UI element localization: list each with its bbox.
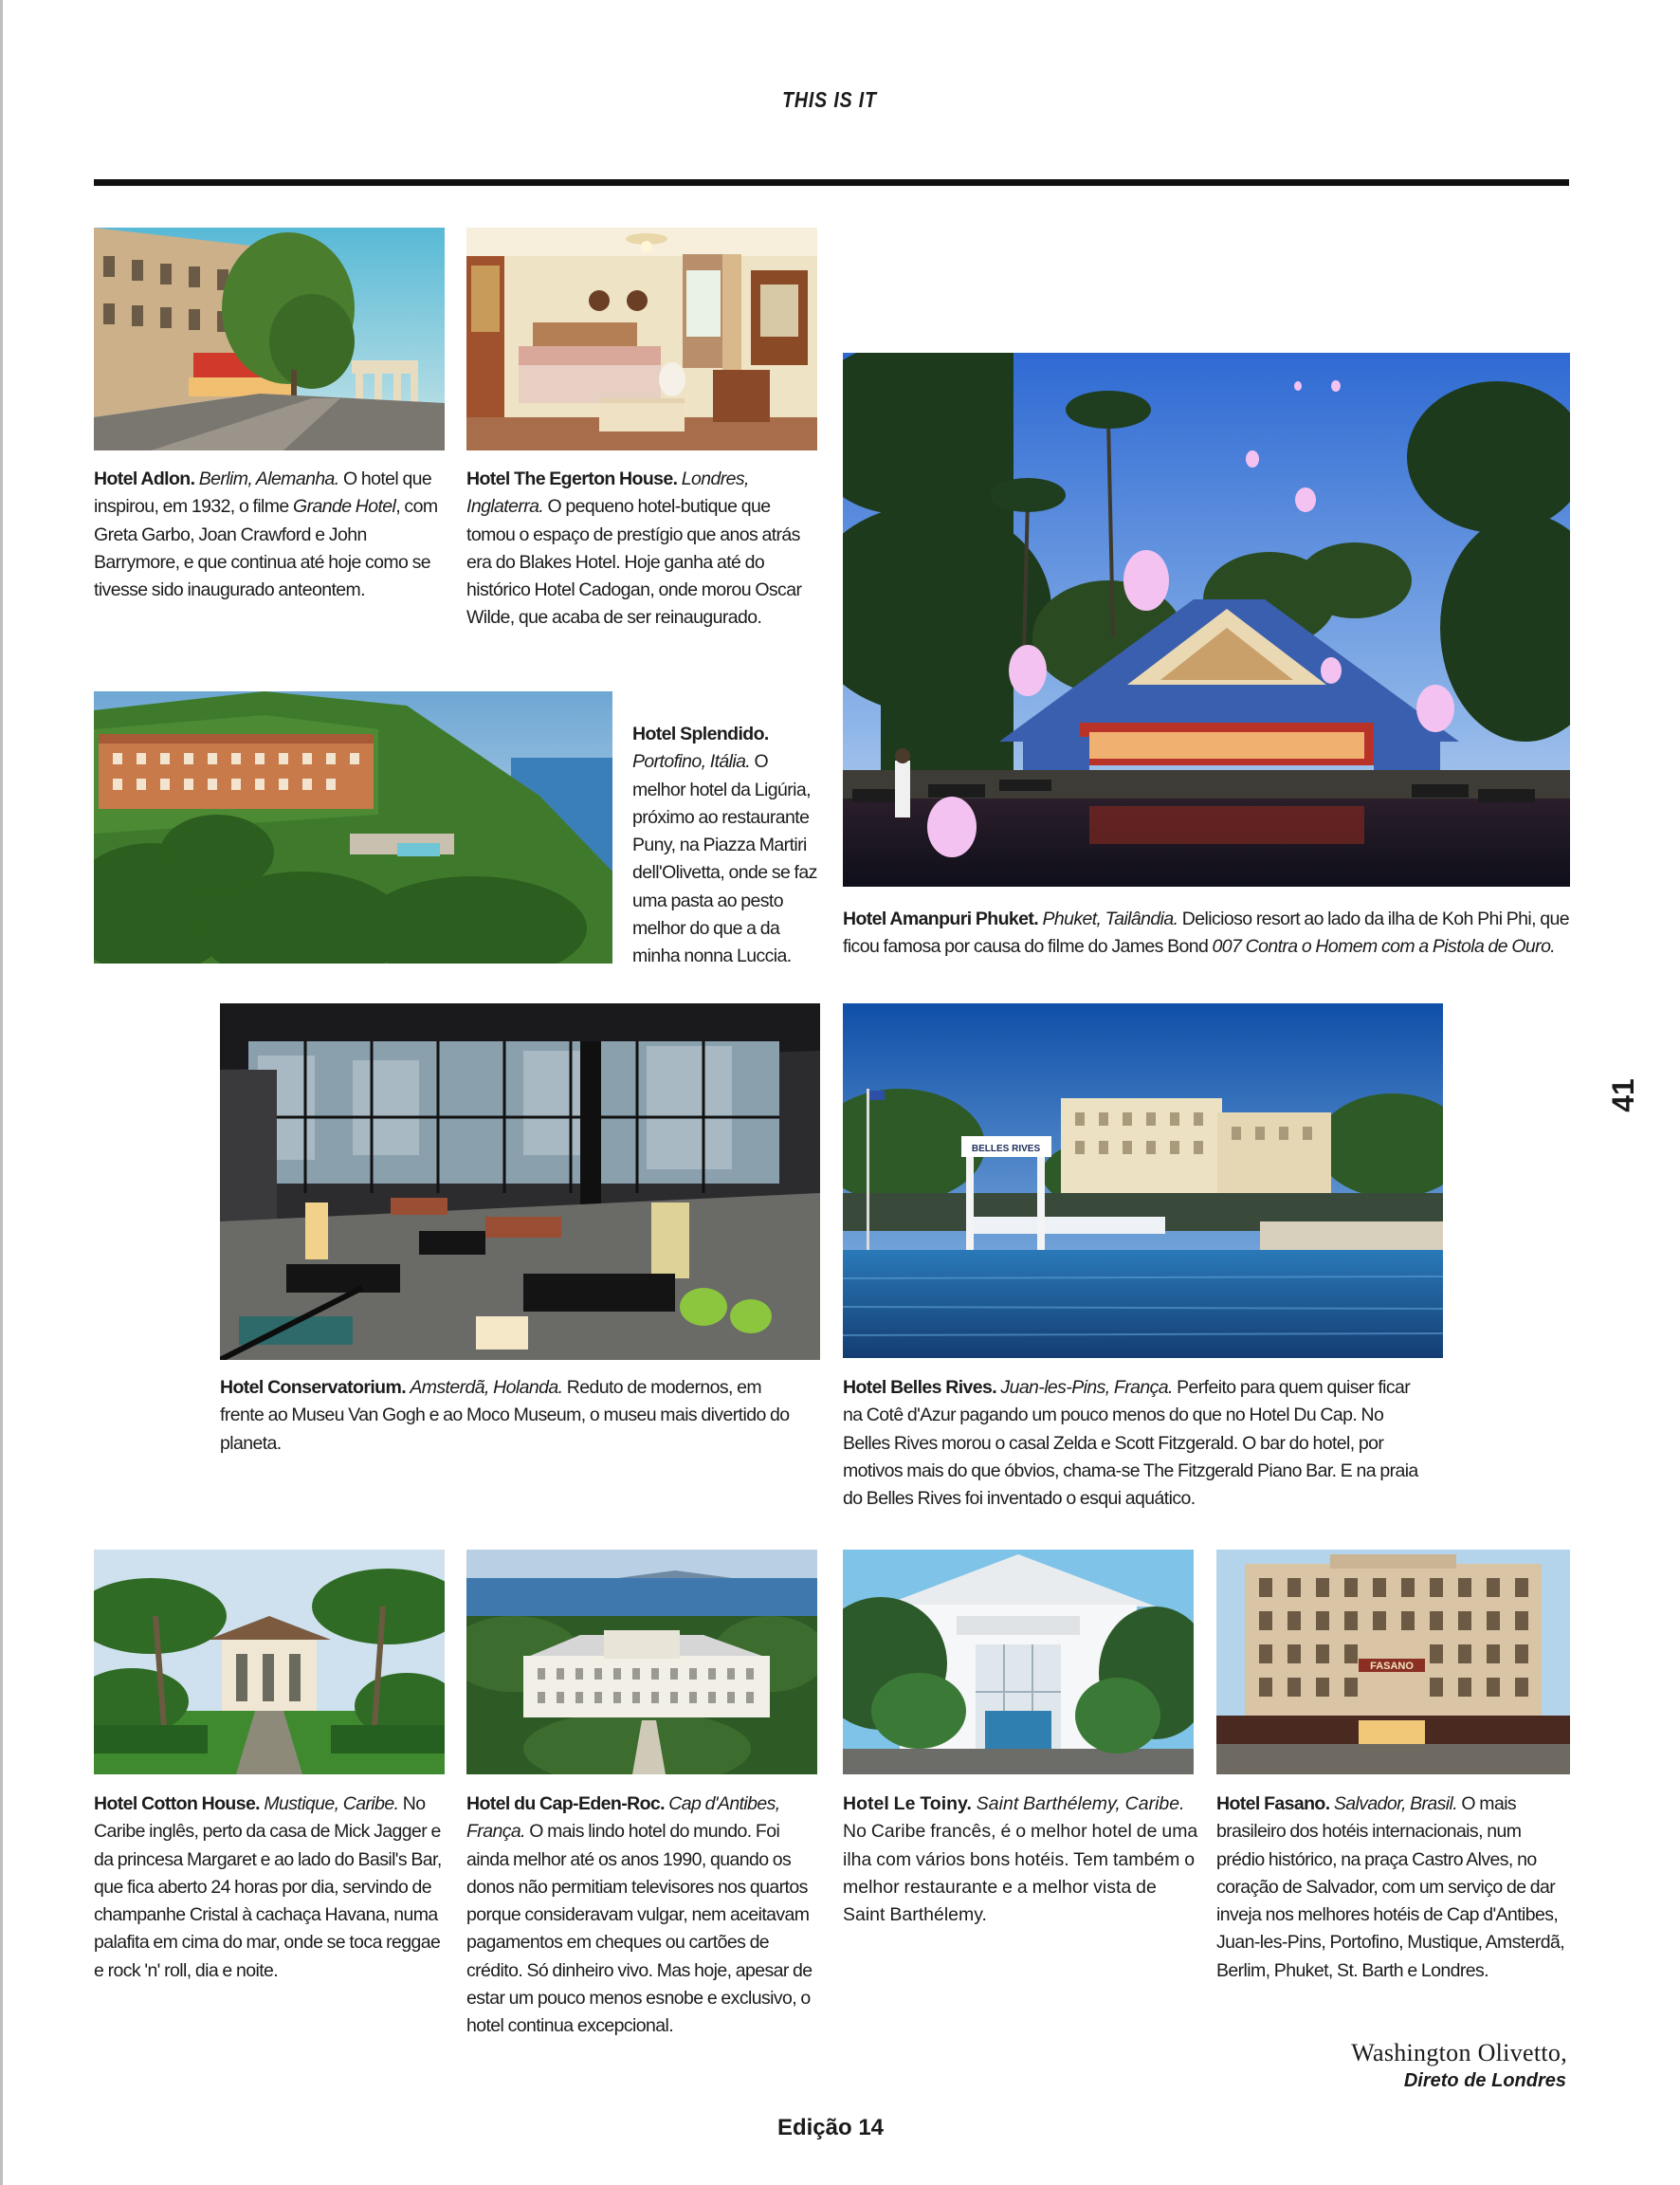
caption-hotel-conservatorium: Hotel Conservatorium. Amsterdã, Holanda. Reduto de modernos, em frente ao Museu Van Gogh e ao Moco Museum, o museu mais divertido do planeta. [220, 1377, 790, 1454]
caption-hotel-du-cap-eden-roc: Hotel du Cap-Eden-Roc. Cap d'Antibes, França. O mais lindo hotel do mundo. Foi ainda melhor até os anos 1990, quando os donos não permitiam televisores nos quartos porque consideravam vulgar, nem aceitavam pagamentos em cheques ou cartões de crédito. Só dinheiro vivo. Mas hoje, apesar de estar um pouco menos esnobe e exclusivo, o hotel continua excepcional. [466, 1793, 813, 2037]
photo-hotel-splendido [94, 691, 612, 964]
header-rule [94, 179, 1569, 186]
photo-hotel-fasano [1216, 1550, 1570, 1774]
edition-label: Edição 14 [776, 2115, 885, 2140]
section-title: THIS IS IT [782, 87, 877, 112]
caption-hotel-amanpuri-phuket: Hotel Amanpuri Phuket. Phuket, Tailândia. Delicioso resort ao lado da ilha de Koh Phi Phi, que ficou famosa por causa do filme do James Bond 007 Contra o Homem com a Pistola de Ouro. [843, 909, 1570, 958]
photo-hotel-egerton-house [466, 228, 817, 450]
photo-hotel-du-cap-eden-roc [466, 1550, 817, 1774]
caption-hotel-splendido: Hotel Splendido. Portofino, Itália. O melhor hotel da Ligúria, próximo ao restaurante Puny, na Piazza Martiri dell'Olivetta, onde se faz uma pasta ao pesto melhor do que a da minha nonna Luccia. [632, 724, 817, 967]
photo-hotel-le-toiny [843, 1550, 1194, 1774]
photo-sign-belles-rives: BELLES RIVES [971, 1144, 1041, 1154]
page-number: 41 [1606, 1078, 1640, 1112]
photo-hotel-amanpuri-phuket [843, 353, 1570, 887]
photo-hotel-adlon [94, 228, 445, 450]
caption-hotel-egerton-house: Hotel The Egerton House. Londres, Inglaterra. O pequeno hotel-butique que tomou o espaço de prestígio que anos atrás era do Blakes Hotel. Hoje ganha até do histórico Hotel Cadogan, onde morou Oscar Wilde, que acaba de ser reinaugurado. [466, 468, 802, 629]
photo-sign-fasano: FASANO [1370, 1661, 1414, 1672]
caption-hotel-belles-rives: Hotel Belles Rives. Juan-les-Pins, França. Perfeito para quem quiser ficar na Cotê d'Azur pagando um pouco menos do que no Hotel Du Cap. No Belles Rives morou o casal Zelda e Scott Fitzgerald. O bar do hotel, por motivos mais do que óbvios, chama-se The Fitzgerald Piano Bar. E na praia do Belles Rives foi inventado o esqui aquático. [843, 1377, 1418, 1510]
photo-hotel-conservatorium [220, 1003, 820, 1360]
author-name: Washington Olivetto, [1351, 2039, 1567, 2066]
page-edge [0, 0, 3, 2185]
photo-hotel-belles-rives [843, 1003, 1443, 1358]
caption-hotel-le-toiny: Hotel Le Toiny. Saint Barthélemy, Caribe. No Caribe francês, é o melhor hotel de uma ilha com vários bons hotéis. Tem também o melhor restaurante e a melhor vista de Saint Barthélemy. [843, 1793, 1198, 1926]
caption-hotel-cotton-house: Hotel Cotton House. Mustique, Caribe. No Caribe inglês, perto da casa de Mick Jagger e da princesa Margaret e ao lado do Basil's Bar, que fica aberto 24 horas por dia, servindo de champanhe Cristal à cachaça Havana, numa palafita em cima do mar, onde se toca reggae e rock 'n' roll, dia e noite. [94, 1793, 442, 1981]
photo-hotel-cotton-house [94, 1550, 445, 1774]
author-location: Direto de Londres [1403, 2070, 1566, 2091]
caption-hotel-adlon: Hotel Adlon. Berlim, Alemanha. O hotel que inspirou, em 1932, o filme Grande Hotel, com Greta Garbo, Joan Crawford e John Barrymore, e que continua até hoje como se tivesse sido inaugurado anteontem. [94, 468, 438, 601]
caption-hotel-fasano: Hotel Fasano. Salvador, Brasil. O mais brasileiro dos hotéis internacionais, num prédio histórico, na praça Castro Alves, no coração de Salvador, com um serviço de dar inveja nos melhores hotéis de Cap d'Antibes, Juan-les-Pins, Portofino, Mustique, Amsterdã, Berlim, Phuket, St. Barth e Londres. [1216, 1793, 1565, 1981]
